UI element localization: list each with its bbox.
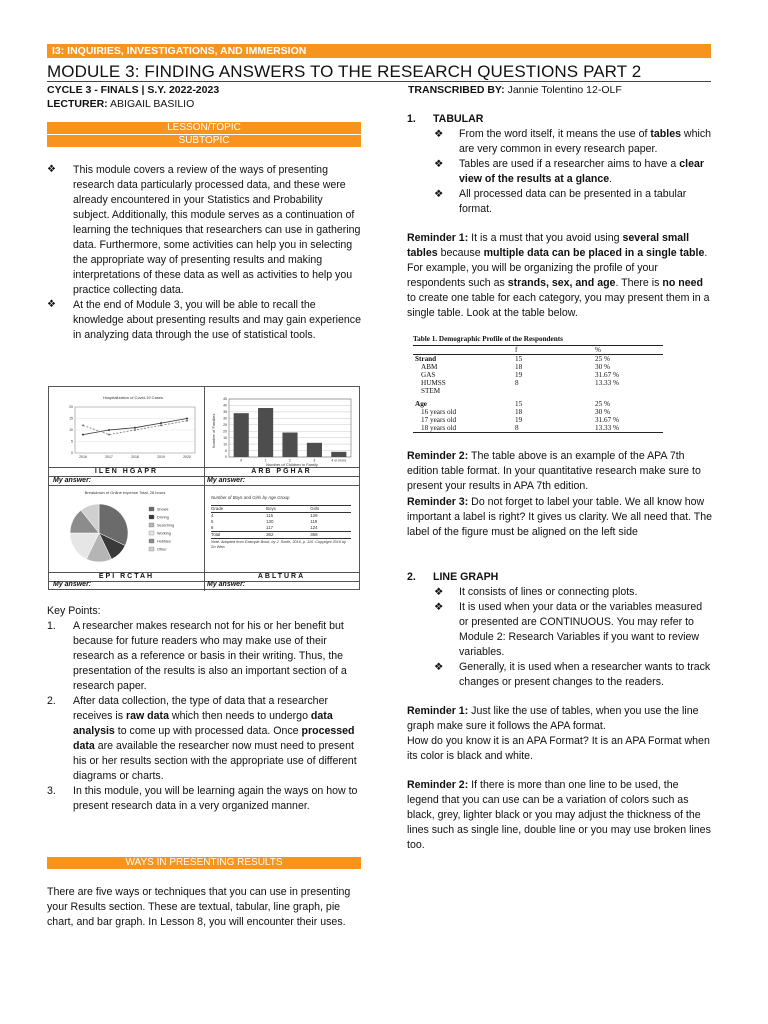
diamond-bullet-icon: ❖ (434, 585, 444, 598)
table-cell: 119 (310, 519, 318, 524)
course-banner: I3: INQUIRIES, INVESTIGATIONS, AND IMMERSION (47, 44, 711, 58)
bar (234, 413, 249, 457)
line-x-label: 2017 (105, 455, 113, 459)
table-cell: 4 (211, 513, 214, 518)
table-cell: 13.33 % (595, 424, 619, 433)
legend-swatch (149, 539, 154, 543)
key-points-label: Key Points: (47, 605, 101, 617)
line-point (160, 424, 162, 426)
bar-category-label: 0 (240, 458, 243, 463)
table-cell: 15 (515, 355, 523, 364)
bar (258, 408, 273, 457)
line-point (160, 422, 162, 424)
table-row (413, 379, 663, 387)
table-cell: 30 % (595, 363, 610, 372)
table-row (413, 363, 663, 371)
line-tick-label: 5 (71, 439, 73, 444)
title-rule (47, 81, 711, 82)
table-cell: 13.33 % (595, 379, 619, 388)
intro-bullet-1 (47, 163, 361, 298)
lesson-topic-bar: LESSON/TOPIC (47, 122, 361, 134)
table-header-f: f (515, 346, 518, 355)
table-cell: 16 years old (421, 408, 457, 417)
tabular-bullet-3 (407, 187, 712, 217)
tabular-reminder-3: Reminder 3: Do not forget to label your table. We all know how important a label is right? It gives us clarity. We all need that. The label of the figure must be aligned on the left side (407, 495, 713, 538)
table-cell: 30 % (595, 408, 610, 417)
mini-table-header: Boys (266, 506, 276, 511)
bar-chart (207, 391, 357, 467)
table-cell: 17 years old (421, 416, 457, 425)
legend-swatch (149, 515, 154, 519)
table-header-percent: % (595, 346, 601, 355)
table-cell (513, 387, 593, 395)
bar-tick-label: 30 (223, 416, 227, 421)
key-point-text: In this module, you will be learning again the ways on how to present research data in a very organized manner. (73, 785, 358, 813)
ways-text: There are five ways or techniques that you can use in presenting your Results section. These are textual, tabular, line graph, pie chart, and bar graph. In Lesson 8, you will encounter their uses. (47, 886, 351, 929)
table-row (413, 424, 663, 433)
table-cell: 8 (515, 424, 519, 433)
bar-category-label: 1 (264, 458, 267, 463)
key-points-section (47, 604, 361, 814)
tabular-reminder-2: Reminder 2: The table above is an example of the APA 7th edition table format. In your quantitative research make sure to present your results in APA 7th edition. (407, 450, 701, 493)
demographic-table-title: Table 1. Demographic Profile of the Respondents (413, 335, 563, 344)
legend-label: Hobbies (157, 539, 171, 544)
bar (282, 433, 297, 457)
table-cell: 124 (310, 525, 318, 530)
bar (307, 443, 322, 457)
line-point (82, 434, 84, 436)
pie-answer-label: My answer: (53, 581, 92, 588)
table-row (413, 408, 663, 416)
bullet-text: From the word itself, it means the use of tables which are very common in every research paper. (459, 128, 712, 156)
lecturer-label: LECTURER: (47, 98, 108, 110)
bullet-text: It consists of lines or connecting plots. (459, 585, 638, 598)
table-cell: 15 (515, 400, 523, 409)
line-x-label: 2019 (157, 455, 165, 459)
legend-label: Driving (157, 515, 169, 520)
table-cell: 18 (515, 363, 523, 372)
table-answer-label: My answer: (207, 581, 246, 588)
line-point (108, 429, 110, 431)
mini-table-title: Number of Boys and Girls by Age Group (211, 495, 290, 500)
table-cell: 128 (310, 513, 318, 518)
module-title: MODULE 3: FINDING ANSWERS TO THE RESEARCH QUESTIONS PART 2 (47, 62, 642, 81)
bullet-text: All processed data can be presented in a tabular format. (459, 188, 687, 216)
diamond-bullet-icon: ❖ (434, 600, 444, 613)
key-point-text: After data collection, the type of data that a researcher receives is raw data which then needs to undergo data analysis to come up with processed data. Once processed data are available the researcher now must need to present his or her results section with the appropriate use of different diagrams or charts. (73, 695, 357, 783)
mini-table-block (211, 495, 351, 550)
bar-tick-label: 45 (223, 397, 227, 402)
right-column (407, 112, 712, 853)
table-row (413, 387, 663, 395)
line-chart-title: Hospitalization of Covid-19 Cases (102, 395, 164, 400)
section-tabular (407, 112, 712, 127)
table-cell: Total (211, 532, 221, 537)
table-cell: 6 (211, 525, 214, 530)
table-cell: Age (415, 400, 427, 409)
bar-plot-area (223, 397, 351, 462)
section-line-graph (407, 570, 712, 585)
bar-tick-label: 5 (225, 448, 227, 453)
diamond-bullet-icon: ❖ (434, 158, 444, 171)
line-tick-label: 10 (69, 428, 73, 433)
table-cell: ABM (421, 363, 438, 372)
pie-chart-title: Breakdown of Online expense Total: 28 hours (84, 490, 166, 495)
activity-figure (48, 386, 360, 590)
diamond-bullet-icon: ❖ (47, 299, 56, 311)
legend-swatch (149, 547, 154, 551)
table-cell: 130 (266, 519, 274, 524)
table-cell: 362 (266, 532, 274, 537)
intro-bullet-2 (47, 298, 361, 343)
bar-category-label: 2 (289, 458, 291, 463)
key-point-2 (47, 694, 361, 784)
legend-label: Other (157, 547, 167, 552)
diamond-bullet-icon: ❖ (47, 164, 56, 175)
legend-swatch (149, 523, 154, 527)
mini-table-header: Grade (211, 506, 224, 511)
diamond-bullet-icon: ❖ (434, 188, 444, 201)
list-number: 1. (407, 113, 416, 125)
legend-label: Searching (157, 523, 175, 528)
pie-legend (149, 507, 174, 552)
bar-tick-label: 10 (223, 442, 227, 447)
table-cell: 25 % (595, 400, 610, 409)
bar-chart-ylabel: Number of Families (211, 413, 216, 449)
cycle-info: CYCLE 3 - FINALS | S.Y. 2022-2023 (47, 84, 220, 96)
figure-divider (49, 581, 359, 582)
table-cell: 18 years old (421, 424, 457, 433)
bar-tick-label: 25 (223, 422, 227, 427)
figure-vertical-divider (204, 387, 205, 591)
legend-swatch (149, 531, 154, 535)
diamond-bullet-icon: ❖ (434, 128, 444, 141)
table-caption: ABLTURA (257, 573, 306, 580)
line-bullet-1 (407, 585, 712, 600)
table-cell: 368 (310, 532, 318, 537)
diamond-bullet-icon: ❖ (434, 660, 444, 673)
pie-chart (53, 487, 203, 571)
section-title: LINE GRAPH (433, 570, 499, 583)
table-cell: 25 % (595, 355, 610, 364)
transcriber-name: Jannie Tolentino 12-OLF (507, 84, 622, 96)
table-row (413, 395, 663, 408)
table-cell (593, 387, 663, 395)
bullet-text: Generally, it is used when a researcher wants to track changes or present changes to the readers. (459, 660, 711, 688)
transcriber-label: TRANSCRIBED BY: (408, 84, 505, 96)
tabular-reminder-1: Reminder 1: It is a must that you avoid using several small tables because multiple data can be placed in a single table. For example, you will be organizing the profile of your respondents such as strands, sex, and age. There is no need to create one table for each category, you may present them in a single table. Look at the table below. (407, 232, 710, 320)
line-x-label: 2016 (79, 455, 87, 459)
mini-table (211, 505, 351, 539)
subtopic-bar: SUBTOPIC (47, 135, 361, 147)
line-x-label: 2020 (183, 455, 191, 459)
line-tick-label: 20 (69, 405, 73, 410)
pie-caption: EPI RCTAH (98, 573, 155, 580)
demographic-table (413, 345, 663, 433)
table-row (413, 371, 663, 379)
key-point-text: A researcher makes research not for his or her benefit but because for future readers who may make use of their research as a reference or basis in their writing. Thus, the presentation of the results is also an important section of a research paper. (73, 620, 347, 693)
bar-category-label: 3 (313, 458, 316, 463)
table-row (413, 355, 663, 364)
line-tick-label: 0 (71, 451, 73, 456)
list-number: 1. (47, 620, 56, 633)
line-point (108, 434, 110, 436)
table-cell: 8 (515, 379, 519, 388)
legend-label: Shows (157, 507, 169, 512)
line-point (186, 420, 188, 422)
line-point (134, 427, 136, 429)
line-bullet-2 (407, 600, 712, 660)
list-number: 3. (47, 785, 56, 798)
table-cell: 31.67 % (595, 416, 619, 425)
mini-table-header: Girls (310, 506, 320, 511)
table-cell: HUMSS (421, 379, 446, 388)
table-cell: STEM (421, 387, 441, 396)
key-point-1 (47, 619, 361, 694)
intro-text-1: This module covers a review of the ways of presenting research data particularly processed data, and these were already encountered in your Statistics and Probability subject. Additionally, this module serves as a continuation of learning the techniques that researchers can use in gathering data. Furthermore, some activities can help you in selecting the appropriate way of presenting results and making interpretations of these data as well as activities to help you practice collecting data. (73, 164, 361, 297)
series-line (83, 419, 187, 435)
mini-table-note: Note. Adapted from Example Book, by J. Smith, 2016, p. 110. Copyright 2016 by Sn Web. (211, 540, 347, 549)
line-x-label: 2018 (131, 455, 139, 459)
lecturer-name: ABIGAIL BASILIO (110, 98, 195, 110)
lecturer-info (47, 97, 194, 112)
legend-swatch (149, 507, 154, 511)
transcriber-info (408, 83, 622, 98)
line-plot-area (69, 405, 195, 459)
bar-tick-label: 40 (223, 403, 227, 408)
demographic-table-block (407, 335, 712, 433)
table-row (413, 416, 663, 424)
bar (331, 452, 346, 457)
table-cell: 117 (266, 525, 274, 530)
bar-caption: ARB PGHAR (251, 468, 312, 475)
line-bullet-3 (407, 660, 712, 690)
bar-answer-label: My answer: (207, 477, 246, 484)
bar-chart-xlabel: Number of Children in Family (266, 462, 318, 467)
bullet-text: Tables are used if a researcher aims to have a clear view of the results at a glance. (459, 158, 704, 186)
line-caption: ILEN HGAPR (94, 468, 159, 475)
bar-category-label: 4 or more (331, 458, 347, 463)
line-answer-label: My answer: (53, 477, 92, 484)
line-point (186, 418, 188, 420)
table-cell: GAS (421, 371, 436, 380)
figure-divider (49, 485, 359, 486)
tabular-bullet-2 (407, 157, 712, 187)
bar-tick-label: 0 (225, 455, 227, 460)
table-cell: 18 (515, 408, 523, 417)
table-cell: 19 (515, 416, 523, 425)
pie-plot-area (70, 504, 128, 562)
line-chart (55, 391, 205, 467)
list-number: 2. (47, 695, 56, 708)
table-cell: Strand (415, 355, 437, 364)
key-point-3 (47, 784, 361, 814)
intro-text-2: At the end of Module 3, you will be able to recall the knowledge about presenting results and may gain experience in analyzing data through the use of statistical tools. (73, 299, 361, 342)
line-point (82, 424, 84, 426)
tabular-bullet-1 (407, 127, 712, 157)
line-reminder-2: Reminder 2: If there is more than one line to be used, the legend that you can use can be a variation of colors such as black, grey, lighter black or you may adjust the thickness of the lines such as single line, double line or you may use broken lines too. (407, 778, 711, 852)
bar-tick-label: 20 (223, 429, 227, 434)
legend-label: Working (157, 531, 171, 536)
line-point (134, 429, 136, 431)
line-tick-label: 15 (69, 416, 73, 421)
line-reminder-1: Reminder 1: Just like the use of tables, when you use the line graph make sure it follows the APA format. How do you know it is an APA Format? It is an APA Format when its color is black and white. (407, 704, 710, 762)
section-title: TABULAR (433, 113, 484, 125)
table-cell: 31.67 % (595, 371, 619, 380)
table-cell: 19 (515, 371, 523, 380)
table-cell: 5 (211, 519, 214, 524)
bar-tick-label: 15 (223, 435, 227, 440)
bullet-text: It is used when your data or the variables measured or presented are CONTINUOUS. You may refer to Module 2: Research Variables if you want to review variables. (459, 600, 703, 658)
table-cell: 115 (266, 513, 274, 518)
table-row (211, 532, 351, 539)
left-column (47, 122, 361, 343)
bar-tick-label: 35 (223, 410, 227, 415)
ways-bar: WAYS IN PRESENTING RESULTS (47, 857, 361, 869)
list-number: 2. (407, 570, 416, 583)
